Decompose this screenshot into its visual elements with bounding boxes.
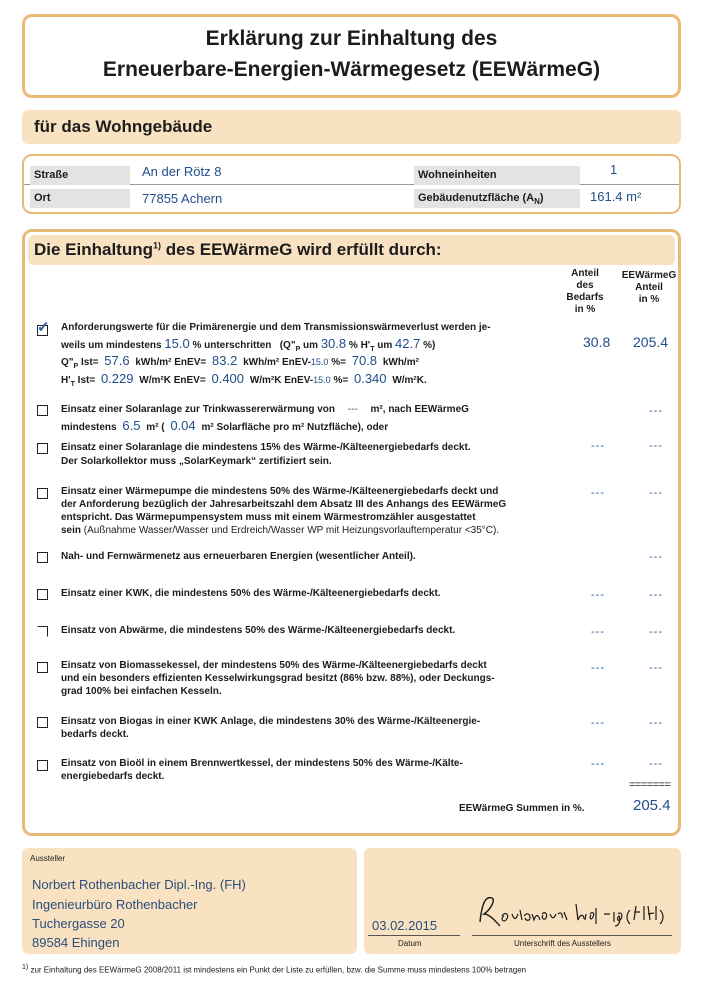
item4-anteil: ---	[591, 487, 605, 499]
item1-line2	[61, 336, 435, 353]
signature-underline	[472, 935, 672, 936]
item1-reduction-pct: 15.0	[164, 336, 190, 351]
wohneinheiten-value: 1	[610, 162, 618, 177]
item1-l2-e: % H'	[348, 340, 371, 351]
section-title-pre: Die Einhaltung	[34, 240, 153, 259]
issuer-box	[22, 848, 357, 954]
item1-l3-b: Ist=	[78, 357, 99, 368]
item2-area: ---	[347, 404, 358, 415]
summary-separator: =======	[629, 779, 671, 791]
item1-l2-b: % unterschritten	[192, 340, 272, 351]
item1-qp-pct: 30.8	[320, 336, 347, 351]
item1-ht-enev: 0.400	[211, 371, 245, 386]
item1-l2-a: weils um mindestens	[61, 340, 162, 351]
item3-eewg: ---	[649, 440, 663, 452]
item2-eewg: ---	[649, 405, 663, 417]
item6-checkbox[interactable]	[37, 589, 48, 600]
item3-line2: Der Solarkollektor muss „SolarKeymark“ zertifiziert sein.	[61, 456, 332, 467]
date-underline	[368, 935, 460, 936]
item5-checkbox[interactable]	[37, 552, 48, 563]
item7-anteil: ---	[591, 626, 605, 638]
item1-ht-ist: 0.229	[100, 371, 134, 386]
item1-l4-a-sub: T	[70, 381, 75, 388]
col-eewg-header-l1: EEWärmeG	[621, 270, 677, 281]
item8-line3: grad 100% bei einfachen Kesseln.	[61, 686, 222, 697]
item2-line2	[61, 418, 388, 433]
item9-checkbox[interactable]	[37, 717, 48, 728]
item1-l2-f: um	[374, 340, 393, 351]
item4-line4	[61, 525, 499, 536]
item1-line4	[61, 371, 427, 388]
item1-l3-f: kWh/m²	[382, 357, 419, 368]
wohneinheiten-label: Wohneinheiten	[414, 166, 580, 185]
signature-box	[364, 848, 681, 954]
item1-l3-c: kWh/m² EnEV=	[135, 357, 207, 368]
item1-l4-f: W/m²K.	[392, 375, 427, 386]
item1-l4-e: %=	[333, 375, 349, 386]
item6-line1: Einsatz einer KWK, die mindestens 50% des Wärme-/Kälteenergiebedarfs deckt.	[61, 588, 441, 599]
item5-line1: Nah- und Fernwärmenetz aus erneuerbaren Energien (wesentlicher Anteil).	[61, 551, 416, 562]
item1-l4-a: H'	[61, 375, 71, 386]
item6-anteil: ---	[591, 589, 605, 601]
item1-checkbox[interactable]	[37, 319, 50, 336]
title-line-2: Erneuerbare-Energien-Wärmegesetz (EEWärmeG)	[102, 58, 601, 81]
col-eewg-header	[619, 270, 679, 306]
item1-qp-target: 70.8	[351, 353, 378, 368]
item1-l2-e-sub: T	[370, 346, 375, 353]
item1-l3-d: kWh/m² EnEV-	[243, 357, 311, 368]
signature-image	[474, 892, 674, 932]
item10-anteil: ---	[591, 758, 605, 770]
strasse-value: An der Rötz 8	[142, 164, 222, 179]
ort-label: Ort	[30, 189, 130, 208]
col-anteil-header-l4: in %	[574, 304, 596, 315]
summary-label: EEWärmeG Summen in %.	[459, 803, 585, 814]
item10-line1: Einsatz von Bioöl in einem Brennwertkessel, der mindestens 50% des Wärme-/Kälte-	[61, 758, 463, 769]
item2-l1-b: m², nach EEWärmeG	[370, 404, 469, 415]
title-line-1: Erklärung zur Einhaltung des	[205, 27, 498, 50]
section-title	[34, 240, 442, 260]
item1-eewg: 205.4	[633, 334, 669, 350]
item8-anteil: ---	[591, 662, 605, 674]
item5-eewg: ---	[649, 551, 663, 563]
item8-eewg: ---	[649, 662, 663, 674]
item8-line1: Einsatz von Biomassekessel, der mindestens 50% des Wärme-/Kälteenergiebedarfs deckt	[61, 660, 487, 671]
date-label: Datum	[398, 939, 422, 948]
item4-l4-rest: (Außnahme Wasser/Wasser und Erdreich/Wasser WP mit Heizungsvorlauftemperatur <35°C).	[81, 525, 500, 536]
item4-line2: der Anforderung bezüglich der Jahresarbeitszahl dem Absatz III des Anhangs des EEWärmeG	[61, 499, 507, 510]
col-eewg-header-l3: in %	[638, 294, 660, 305]
item3-anteil: ---	[591, 440, 605, 452]
item2-l2-a: mindestens	[61, 422, 117, 433]
summary-value: 205.4	[633, 797, 671, 814]
nutzflaeche-label-text: Gebäudenutzfläche (A	[418, 192, 535, 204]
item1-l3-a-sub: P	[73, 363, 79, 370]
item2-ratio: 0.04	[170, 418, 196, 433]
item1-l2-c: (Q"	[279, 340, 296, 351]
item1-l3-e: %=	[331, 357, 346, 368]
nutzflaeche-value: 161.4 m²	[590, 189, 642, 204]
nutzflaeche-label-close: )	[539, 192, 544, 204]
item1-l3-a: Q"	[61, 357, 74, 368]
strasse-label: Straße	[30, 166, 130, 185]
item10-eewg: ---	[649, 758, 663, 770]
item1-anteil: 30.8	[583, 334, 611, 350]
building-type-band	[22, 110, 681, 144]
address-box	[22, 154, 681, 214]
issuer-label: Aussteller	[30, 854, 66, 863]
item7-line1: Einsatz von Abwärme, die mindestens 50% des Wärme-/Kälteenergiebedarfs deckt.	[61, 625, 456, 636]
item1-l4-d: W/m²K EnEV-	[249, 375, 314, 386]
item4-line1: Einsatz einer Wärmepumpe die mindestens 50% des Wärme-/Kälteenergiebedarfs deckt und	[61, 486, 499, 497]
item2-checkbox[interactable]	[37, 405, 48, 416]
item4-l4-bold: sein	[61, 525, 82, 536]
item6-eewg: ---	[649, 589, 663, 601]
issuer-line-3: Tuchergasse 20	[32, 916, 125, 931]
col-anteil-header-l3: Bedarfs	[566, 292, 604, 303]
item1-l4-b: Ist=	[74, 375, 96, 386]
item1-l2-c-sub: P	[295, 346, 301, 353]
item3-line1: Einsatz einer Solaranlage die mindestens 15% des Wärme-/Kälteenergiebedarfs deckt.	[61, 442, 471, 453]
item7-eewg: ---	[649, 626, 663, 638]
item1-l2-g: %)	[423, 340, 436, 351]
col-anteil-header-l2: des	[576, 280, 594, 291]
item1-qp-ist: 57.6	[104, 353, 130, 368]
col-eewg-header-l2: Anteil	[635, 282, 663, 293]
issuer-line-1: Norbert Rothenbacher Dipl.-Ing. (FH)	[32, 877, 246, 892]
item4-line3: entspricht. Das Wärmepumpensystem muss mit einem Wärmestromzähler ausgestattet	[61, 512, 476, 523]
item7-checkbox[interactable]	[37, 626, 48, 637]
footnote-text: zur Einhaltung des EEWärmeG 2008/2011 ist mindestens ein Punkt der Liste zu erfüllen, bzw. die Summe muss mindestens 100% betragen	[28, 965, 527, 975]
item1-line1: Anforderungswerte für die Primärenergie und dem Transmissionswärmeverlust werden je-	[61, 322, 491, 333]
issuer-line-4: 89584 Ehingen	[32, 935, 120, 950]
col-anteil-header	[555, 268, 615, 316]
signature-label: Unterschrift des Ausstellers	[514, 939, 611, 948]
item10-checkbox[interactable]	[37, 760, 48, 771]
section-title-post: des EEWärmeG wird erfüllt durch:	[161, 240, 442, 259]
item1-l4-c: W/m²K EnEV=	[139, 375, 206, 386]
item8-checkbox[interactable]	[37, 662, 48, 673]
item1-ht-enev-pct: 15.0	[313, 375, 331, 385]
item2-min-area: 6.5	[122, 418, 141, 433]
issuer-line-2: Ingenieurbüro Rothenbacher	[32, 897, 198, 912]
item1-qp-enev: 83.2	[212, 353, 238, 368]
item9-line2: bedarfs deckt.	[61, 729, 129, 740]
item4-checkbox[interactable]	[37, 488, 48, 499]
date-value: 03.02.2015	[372, 918, 438, 933]
check-icon: ✓	[37, 319, 50, 336]
item1-qp-enev-pct: 15.0	[310, 357, 329, 367]
item9-anteil: ---	[591, 717, 605, 729]
nutzflaeche-label-sub: N	[534, 197, 540, 207]
building-type: für das Wohngebäude	[34, 117, 213, 136]
footnote-marker: 1)	[22, 964, 29, 971]
item9-line1: Einsatz von Biogas in einer KWK Anlage, die mindestens 30% des Wärme-/Kälteenergie-	[61, 716, 481, 727]
footnote	[22, 964, 526, 975]
nutzflaeche-label	[414, 189, 580, 208]
item1-l2-d: um	[300, 340, 319, 351]
item8-line2: und ein besonders effizienten Kesselwirkungsgrad besitzt (86% bzw. 88%), oder Deckungs-	[61, 673, 495, 684]
section-title-sup: 1)	[153, 240, 162, 251]
title-box	[22, 14, 681, 98]
item1-ht-pct: 42.7	[395, 336, 421, 351]
ort-value: 77855 Achern	[142, 191, 223, 206]
item2-l1-a: Einsatz einer Solaranlage zur Trinkwassererwärmung von	[61, 404, 335, 415]
item2-l2-b: m² (	[146, 422, 165, 433]
item3-checkbox[interactable]	[37, 443, 48, 454]
main-section-box	[22, 229, 681, 836]
col-anteil-header-l1: Anteil	[571, 268, 599, 279]
section-title-band	[28, 235, 675, 265]
item4-eewg: ---	[649, 487, 663, 499]
item9-eewg: ---	[649, 717, 663, 729]
item1-ht-target: 0.340	[353, 371, 387, 386]
item2-l2-c: m² Solarfläche pro m² Nutzfläche), oder	[201, 422, 389, 433]
item10-line2: energiebedarfs deckt.	[61, 771, 165, 782]
item2-line1	[61, 404, 469, 415]
item1-line3	[61, 353, 419, 370]
